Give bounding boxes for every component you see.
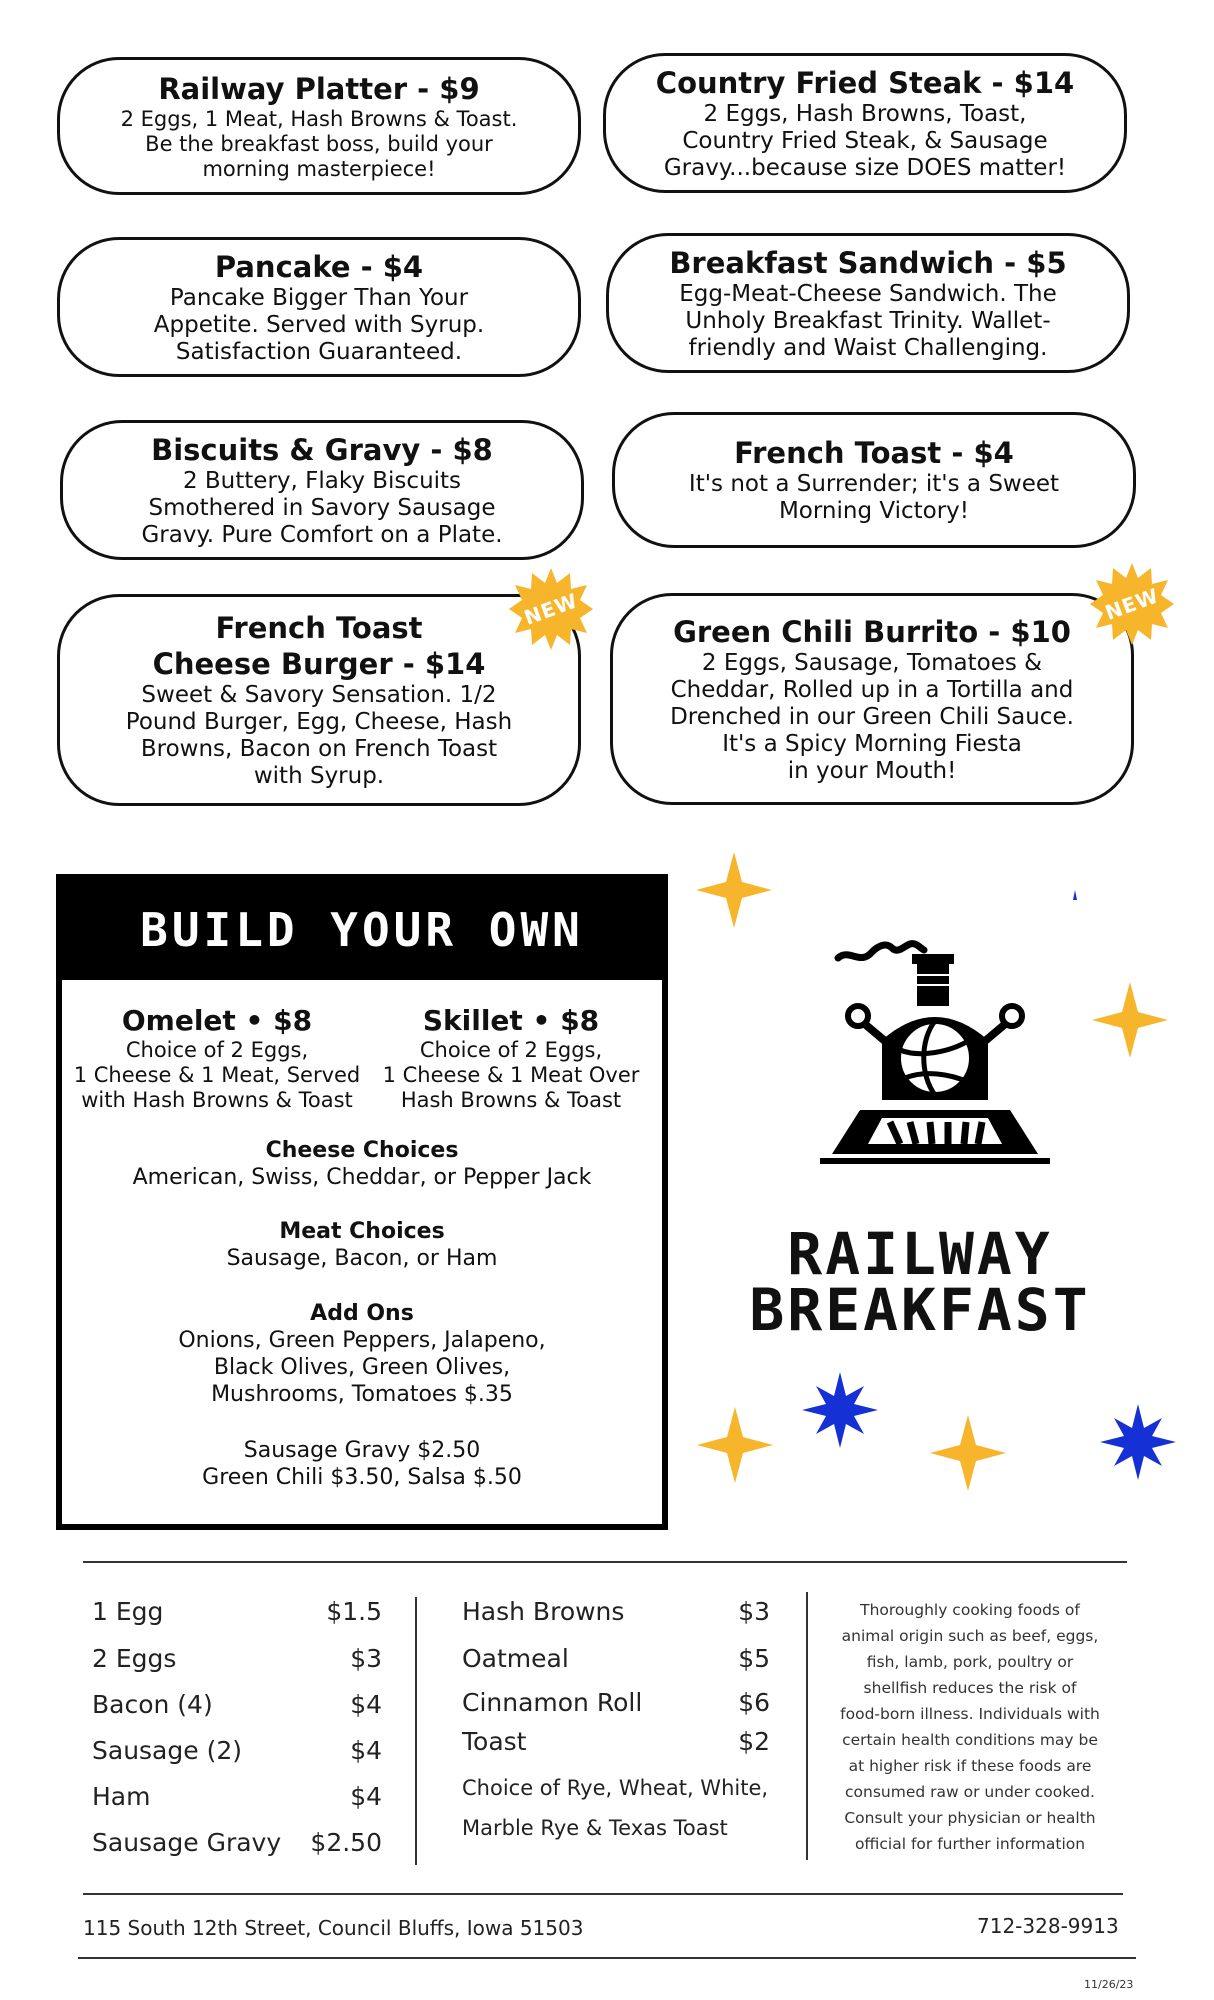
divider bbox=[806, 1592, 808, 1860]
divider bbox=[78, 1957, 1136, 1959]
gold-star-icon bbox=[1092, 982, 1168, 1058]
logo-title-line1: RAILWAY bbox=[787, 1220, 1053, 1288]
extras-text: Green Chili $3.50, Salsa $.50 bbox=[202, 1465, 522, 1490]
menu-item-title: Country Fried Steak - $14 bbox=[655, 65, 1075, 100]
phone-number: 712-328-9913 bbox=[977, 1914, 1119, 1938]
menu-item-desc: Be the breakfast boss, build your bbox=[145, 131, 493, 156]
menu-item-desc: 2 Eggs, Hash Browns, Toast, bbox=[703, 100, 1027, 127]
menu-item-desc: Morning Victory! bbox=[778, 498, 970, 524]
side-item-price: $2 bbox=[738, 1727, 770, 1756]
gold-star-icon bbox=[697, 1407, 773, 1483]
menu-item-desc: Unholy Breakfast Trinity. Wallet- bbox=[685, 307, 1051, 334]
menu-item-desc: Satisfaction Guaranteed. bbox=[175, 338, 463, 365]
menu-item-title: Biscuits & Gravy - $8 bbox=[151, 432, 493, 467]
menu-item-desc: It's a Spicy Morning Fiesta bbox=[722, 730, 1022, 757]
omelet-desc: Choice of 2 Eggs, bbox=[125, 1038, 309, 1062]
skillet-desc: Hash Browns & Toast bbox=[400, 1088, 622, 1112]
addons-heading: Add Ons bbox=[310, 1301, 414, 1326]
new-badge-label: NEW bbox=[1101, 583, 1163, 625]
menu-item-desc: Country Fried Steak, & Sausage bbox=[682, 127, 1048, 154]
side-item bbox=[92, 1828, 382, 1858]
side-item-name: Sausage Gravy bbox=[92, 1828, 282, 1857]
menu-item-desc: Egg-Meat-Cheese Sandwich. The bbox=[679, 280, 1057, 307]
menu-item-title: Breakfast Sandwich - $5 bbox=[669, 245, 1067, 280]
side-item bbox=[92, 1736, 382, 1766]
safety-line: shellfish reduces the risk of bbox=[863, 1679, 1077, 1697]
safety-line: at higher risk if these foods are bbox=[848, 1757, 1092, 1775]
logo-title-line2: BREAKFAST bbox=[749, 1276, 1091, 1344]
side-item-price: $4 bbox=[350, 1690, 382, 1719]
side-item-name: Oatmeal bbox=[462, 1644, 569, 1673]
side-item bbox=[462, 1597, 770, 1627]
side-item-price: $4 bbox=[350, 1782, 382, 1811]
side-item-price: $3 bbox=[738, 1597, 770, 1626]
gold-star-icon bbox=[696, 852, 772, 928]
side-item-price: $2.50 bbox=[310, 1828, 382, 1857]
side-item bbox=[92, 1644, 382, 1674]
safety-line: fish, lamb, pork, poultry or bbox=[866, 1653, 1074, 1671]
menu-item-desc: Sweet & Savory Sensation. 1/2 bbox=[141, 682, 497, 708]
menu-item-desc: friendly and Waist Challenging. bbox=[688, 334, 1048, 361]
toast-choice-note bbox=[462, 1768, 768, 1848]
blue-star-icon bbox=[1073, 890, 1077, 900]
gold-star-icon bbox=[930, 1415, 1006, 1491]
side-item bbox=[462, 1688, 770, 1718]
menu-item-title: Pancake - $4 bbox=[214, 249, 424, 284]
side-item-price: $6 bbox=[738, 1688, 770, 1717]
toast-choice-line: Choice of Rye, Wheat, White, bbox=[462, 1776, 769, 1800]
menu-item-desc: with Syrup. bbox=[253, 763, 385, 789]
food-safety-notice bbox=[830, 1597, 1110, 1857]
menu-item-desc: Pound Burger, Egg, Cheese, Hash bbox=[125, 709, 513, 735]
side-item-name: Sausage (2) bbox=[92, 1736, 242, 1765]
side-item-price: $5 bbox=[738, 1644, 770, 1673]
menu-item-desc: Cheddar, Rolled up in a Tortilla and bbox=[670, 676, 1074, 703]
blue-star-icon bbox=[1100, 1404, 1176, 1480]
safety-line: certain health conditions may be bbox=[842, 1731, 1098, 1749]
build-your-own-header: BUILD YOUR OWN bbox=[62, 880, 662, 980]
side-item-price: $4 bbox=[350, 1736, 382, 1765]
menu-item-title: Green Chili Burrito - $10 bbox=[673, 614, 1071, 649]
menu-item-desc: 2 Eggs, Sausage, Tomatoes & bbox=[701, 649, 1043, 676]
skillet-desc: 1 Cheese & 1 Meat Over bbox=[382, 1063, 640, 1087]
safety-line: Thoroughly cooking foods of bbox=[860, 1601, 1080, 1619]
side-item-name: Toast bbox=[462, 1727, 527, 1756]
skillet-title: Skillet • $8 bbox=[422, 1004, 600, 1037]
menu-item-title: Cheese Burger - $14 bbox=[152, 647, 486, 681]
side-item-name: Hash Browns bbox=[462, 1597, 625, 1626]
side-item bbox=[92, 1782, 382, 1812]
safety-line: official for further information bbox=[854, 1835, 1086, 1853]
menu-item-title: Railway Platter - $9 bbox=[158, 71, 480, 106]
address: 115 South 12th Street, Council Bluffs, Iowa 51503 bbox=[83, 1916, 584, 1940]
extras-text: Sausage Gravy $2.50 bbox=[243, 1438, 481, 1463]
cheese-text: American, Swiss, Cheddar, or Pepper Jack bbox=[132, 1165, 592, 1190]
divider bbox=[415, 1597, 417, 1865]
menu-item-desc: Gravy...because size DOES matter! bbox=[663, 154, 1067, 181]
omelet-title: Omelet • $8 bbox=[121, 1004, 313, 1037]
side-item bbox=[92, 1597, 382, 1627]
skillet-desc: Choice of 2 Eggs, bbox=[419, 1038, 603, 1062]
divider bbox=[83, 1893, 1123, 1895]
addons-text: Onions, Green Peppers, Jalapeno, bbox=[178, 1328, 546, 1353]
menu-item-desc: It's not a Surrender; it's a Sweet bbox=[688, 471, 1060, 497]
menu-item-desc: Smothered in Savory Sausage bbox=[148, 494, 496, 521]
menu-item-desc: 2 Buttery, Flaky Biscuits bbox=[182, 467, 462, 494]
side-item-name: Ham bbox=[92, 1782, 151, 1811]
omelet-desc: 1 Cheese & 1 Meat, Served bbox=[73, 1063, 361, 1087]
side-item bbox=[462, 1644, 770, 1674]
menu-item-desc: Gravy. Pure Comfort on a Plate. bbox=[141, 521, 503, 548]
addons-text: Mushrooms, Tomatoes $.35 bbox=[211, 1382, 513, 1407]
safety-line: consumed raw or under cooked. bbox=[845, 1783, 1095, 1801]
menu-item-desc: Appetite. Served with Syrup. bbox=[153, 311, 485, 338]
train-logo-icon bbox=[820, 940, 1050, 1180]
menu-item-desc: in your Mouth! bbox=[787, 757, 957, 784]
cheese-heading: Cheese Choices bbox=[265, 1138, 459, 1163]
toast-choice-line: Marble Rye & Texas Toast bbox=[462, 1816, 728, 1840]
side-item-name: Bacon (4) bbox=[92, 1690, 213, 1719]
side-item bbox=[462, 1727, 770, 1757]
menu-item-desc: 2 Eggs, 1 Meat, Hash Browns & Toast. bbox=[120, 106, 518, 131]
menu-item-desc: Pancake Bigger Than Your bbox=[169, 284, 469, 311]
meat-text: Sausage, Bacon, or Ham bbox=[226, 1246, 498, 1271]
divider bbox=[83, 1561, 1127, 1563]
menu-item-desc: Browns, Bacon on French Toast bbox=[140, 736, 498, 762]
side-item-name: 1 Egg bbox=[92, 1597, 164, 1626]
side-item-name: Cinnamon Roll bbox=[462, 1688, 643, 1717]
safety-line: animal origin such as beef, eggs, bbox=[841, 1627, 1099, 1645]
side-item bbox=[92, 1690, 382, 1720]
side-item-name: 2 Eggs bbox=[92, 1644, 177, 1673]
side-item-price: $3 bbox=[350, 1644, 382, 1673]
menu-item-title: French Toast - $4 bbox=[734, 436, 1014, 470]
print-date: 11/26/23 bbox=[1084, 1978, 1134, 1991]
omelet-desc: with Hash Browns & Toast bbox=[81, 1088, 353, 1112]
side-item-price: $1.5 bbox=[326, 1597, 382, 1626]
safety-line: food-born illness. Individuals with bbox=[840, 1705, 1100, 1723]
new-badge-label: NEW bbox=[520, 588, 582, 630]
menu-item-title: French Toast bbox=[215, 611, 423, 645]
blue-star-icon bbox=[802, 1372, 878, 1448]
menu-item-desc: Drenched in our Green Chili Sauce. bbox=[670, 703, 1074, 730]
meat-heading: Meat Choices bbox=[279, 1219, 445, 1244]
safety-line: Consult your physician or health bbox=[844, 1809, 1096, 1827]
menu-item-desc: morning masterpiece! bbox=[202, 156, 436, 181]
addons-text: Black Olives, Green Olives, bbox=[213, 1355, 511, 1380]
